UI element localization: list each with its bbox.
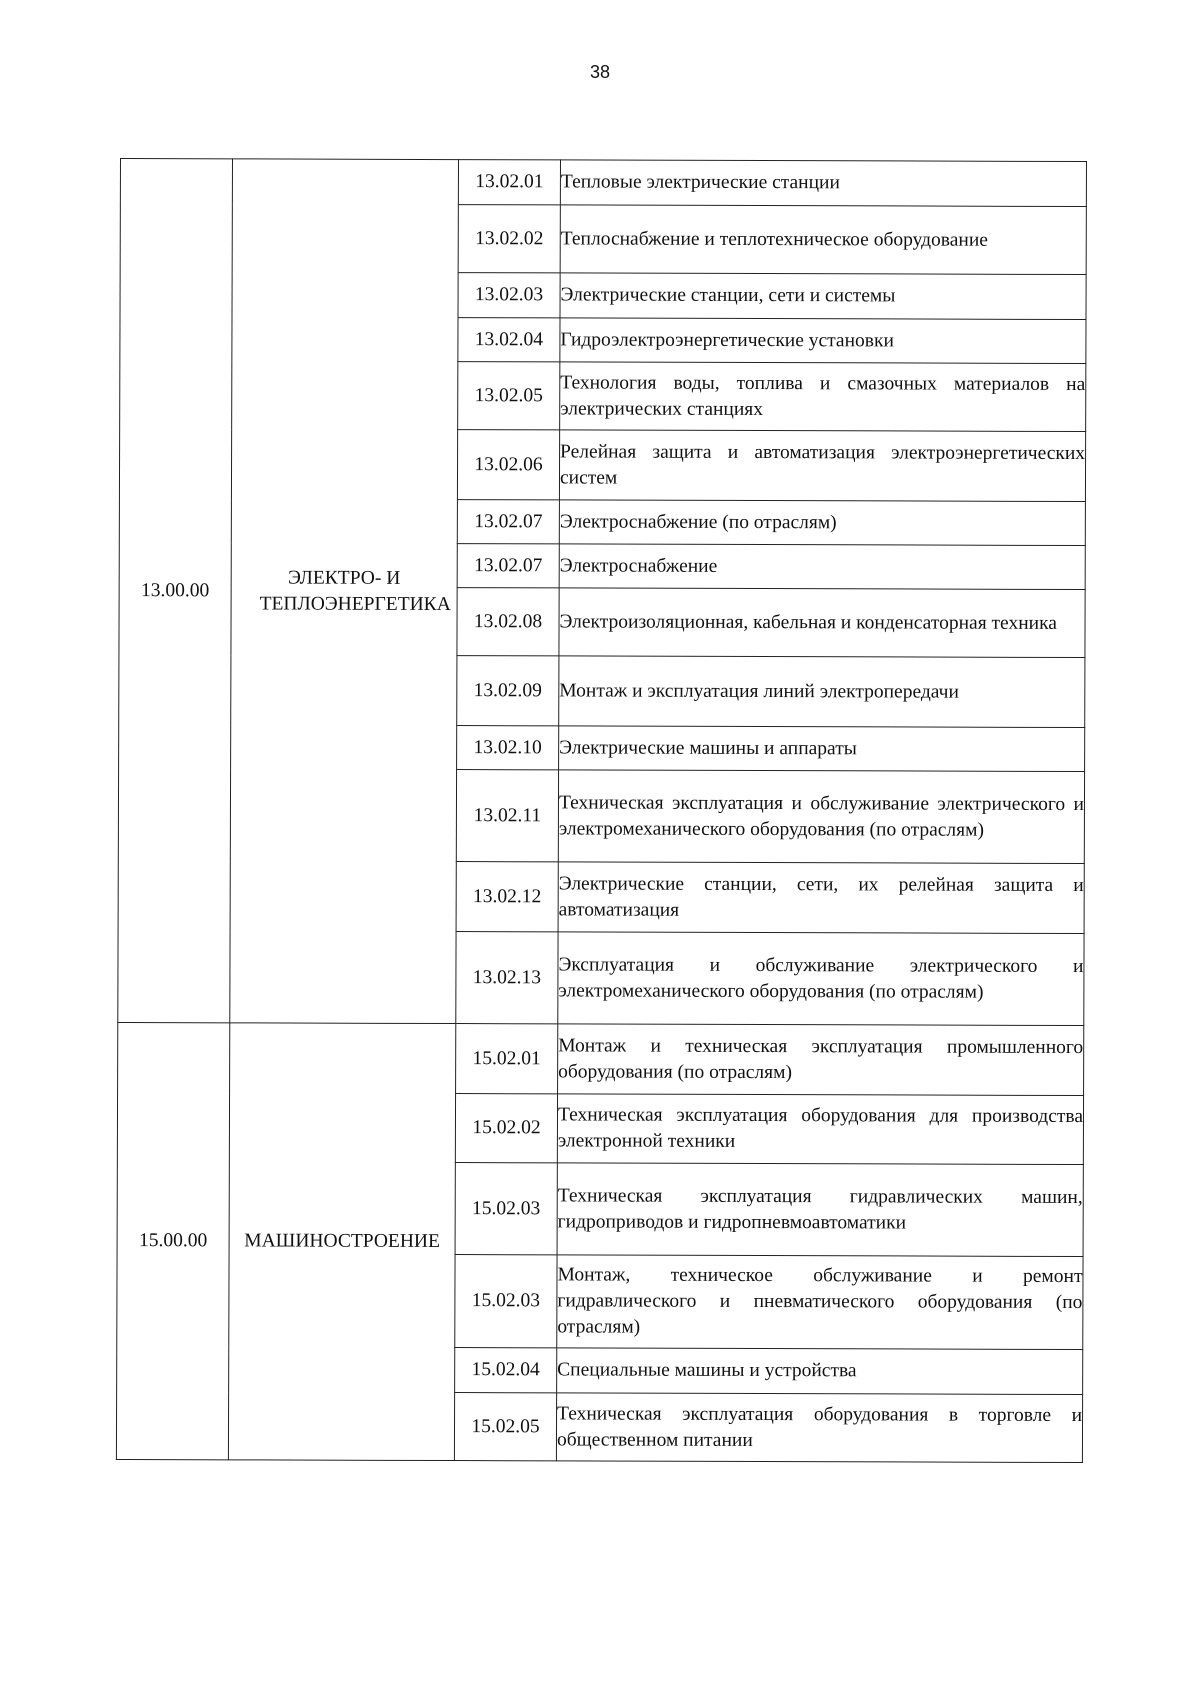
specialty-code-cell: 13.02.10: [457, 726, 559, 770]
specialty-title-cell: Монтаж и техническая эксплуатация промышленного оборудования (по отраслям): [558, 1024, 1084, 1096]
specialty-code-cell: 13.02.12: [456, 862, 558, 932]
table-row: [118, 1022, 1084, 1095]
specialty-title-cell: Техническая эксплуатация и обслуживание электрического и электромеханического оборудования (по отраслям): [558, 770, 1084, 864]
specialty-code-cell: 13.02.07: [457, 500, 559, 544]
group-code-cell: 15.00.00: [116, 1022, 229, 1459]
group-code-cell: 13.00.00: [118, 159, 233, 1023]
specialty-code-cell: 15.02.01: [456, 1024, 558, 1094]
specialty-code-cell: 15.02.02: [455, 1094, 557, 1163]
specialty-title-cell: Техническая эксплуатация оборудования в торговле и общественном питании: [556, 1393, 1082, 1463]
specialty-title-cell: Специальные машины и устройства: [557, 1348, 1083, 1395]
specialty-code-cell: 13.02.02: [458, 205, 560, 273]
specialty-code-cell: 13.02.11: [456, 770, 558, 862]
specialty-code-cell: 15.02.05: [454, 1393, 556, 1461]
group-name-cell: МАШИНОСТРОЕНИЕ: [228, 1023, 455, 1461]
specialty-code-cell: 15.02.03: [455, 1255, 557, 1348]
specialty-title-cell: Электроизоляционная, кабельная и конденсаторная техника: [559, 588, 1085, 658]
specialty-code-cell: 13.02.08: [457, 588, 559, 656]
page-number: 38: [589, 62, 611, 82]
specialty-code-cell: 13.02.04: [458, 318, 560, 362]
specialty-title-cell: Монтаж и эксплуатация линий электропередачи: [559, 656, 1085, 728]
specialty-title-cell: Электроснабжение (по отраслям): [559, 500, 1085, 546]
specialty-title-cell: Тепловые электрические станции: [560, 160, 1086, 207]
specialty-code-cell: 13.02.09: [457, 656, 559, 726]
table-row: [120, 159, 1086, 207]
group-name-cell: ЭЛЕКТРО- И ТЕПЛОЭНЕРГЕТИКА: [230, 159, 459, 1024]
specialty-code-cell: 13.02.07: [457, 544, 559, 588]
specialty-code-cell: 15.02.04: [455, 1348, 557, 1393]
specialty-code-cell: 13.02.05: [458, 362, 560, 430]
specialty-title-cell: Релейная защита и автоматизация электроэнергетических систем: [559, 430, 1085, 502]
specialty-title-cell: Техническая эксплуатация гидравлических машин, гидроприводов и гидропневмоавтоматики: [557, 1163, 1083, 1257]
specialty-title-cell: Техническая эксплуатация оборудования для производства электронной техники: [557, 1094, 1083, 1165]
specialty-title-cell: Электрические станции, сети и системы: [560, 273, 1086, 320]
specialties-table: [116, 158, 1087, 1463]
specialty-title-cell: Электрические станции, сети, их релейная защита и автоматизация: [558, 862, 1084, 934]
specialty-title-cell: Монтаж, техническое обслуживание и ремонт гидравлического и пневматического оборудования (по отраслям): [557, 1255, 1083, 1350]
specialty-code-cell: 15.02.03: [455, 1163, 557, 1255]
specialty-title-cell: Теплоснабжение и теплотехническое оборудование: [560, 205, 1086, 275]
specialty-code-cell: 13.02.01: [458, 160, 560, 205]
table-body: [116, 159, 1086, 1463]
specialty-title-cell: Электрические машины и аппараты: [559, 726, 1085, 772]
specialty-title-cell: Электроснабжение: [559, 544, 1085, 590]
specialty-title-cell: Эксплуатация и обслуживание электрического и электромеханического оборудования (по отраслям): [558, 932, 1084, 1026]
specialty-code-cell: 13.02.06: [457, 430, 559, 500]
specialty-code-cell: 13.02.13: [456, 932, 558, 1024]
specialty-title-cell: Технология воды, топлива и смазочных материалов на электрических станциях: [560, 362, 1086, 432]
specialty-code-cell: 13.02.03: [458, 273, 560, 318]
specialty-title-cell: Гидроэлектроэнергетические установки: [560, 318, 1086, 364]
